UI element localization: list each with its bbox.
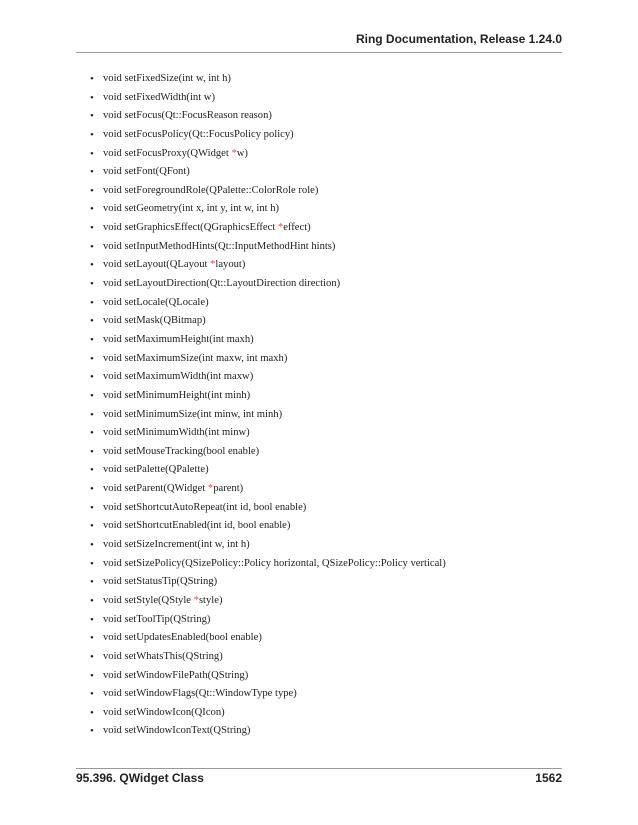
method-signature: void setStatusTip(QString) [103, 576, 218, 588]
list-item [0, 406, 638, 425]
list-item [0, 331, 638, 350]
method-signature-tail: style) [198, 594, 223, 606]
method-signature: void setMinimumHeight(int minh) [103, 389, 251, 401]
method-signature: void setStyle(QStyle [103, 594, 194, 606]
list-item [0, 200, 638, 219]
method-signature: void setShortcutAutoRepeat(int id, bool enable) [103, 501, 307, 513]
method-signature: void setSizePolicy(QSizePolicy::Policy horizontal, QSizePolicy::Policy vertical) [103, 557, 446, 569]
method-signature: void setGeometry(int x, int y, int w, int h) [103, 203, 280, 215]
method-signature: void setFocusProxy(QWidget [103, 147, 232, 159]
pointer-asterisk: * [277, 222, 284, 234]
bullet-icon: • [90, 408, 94, 421]
bullet-icon: • [90, 464, 94, 477]
list-item [0, 685, 638, 704]
method-signature: void setMaximumHeight(int maxh) [103, 333, 254, 345]
bullet-icon: • [90, 427, 94, 440]
list-item [0, 350, 638, 369]
method-signature: void setLayout(QLayout [103, 259, 211, 271]
list-item [0, 555, 638, 574]
list-item [0, 238, 638, 257]
method-signature: void setSizeIncrement(int w, int h) [103, 539, 250, 551]
method-signature: void setFocusPolicy(Qt::FocusPolicy policy) [103, 128, 294, 140]
bullet-icon: • [90, 632, 94, 645]
pointer-asterisk: * [193, 594, 199, 606]
bullet-icon: • [90, 110, 94, 123]
pointer-asterisk: * [207, 483, 214, 495]
method-signature: void setMouseTracking(bool enable) [103, 445, 260, 457]
method-signature: void setFont(QFont) [103, 166, 190, 178]
bullet-icon: • [90, 128, 94, 141]
method-signature: void setMaximumWidth(int maxw) [103, 371, 254, 383]
method-signature: void setWindowFilePath(QString) [103, 669, 249, 681]
list-item [0, 387, 638, 406]
bullet-icon: • [90, 259, 94, 272]
bullet-icon: • [90, 73, 94, 85]
header-divider [76, 52, 562, 53]
list-item [0, 499, 638, 518]
list-item [0, 648, 638, 667]
footer-section-title: 95.396. QWidget Class [76, 771, 204, 785]
bullet-icon: • [90, 147, 94, 160]
list-item [0, 368, 638, 387]
method-signature: void setWindowIconText(QString) [103, 725, 251, 737]
list-item [0, 126, 638, 145]
list-item [0, 629, 638, 648]
bullet-icon: • [90, 613, 94, 626]
bullet-icon: • [90, 278, 94, 291]
bullet-icon: • [90, 166, 94, 179]
footer-divider [76, 768, 562, 769]
list-item [0, 89, 638, 108]
method-signature: void setInputMethodHints(Qt::InputMethodHint hints) [103, 240, 336, 252]
list-item [0, 592, 638, 611]
method-signature-tail: layout) [215, 259, 246, 271]
list-item [0, 704, 638, 723]
bullet-icon: • [90, 725, 94, 738]
list-item [0, 294, 638, 313]
bullet-icon: • [90, 501, 94, 514]
method-signature: void setFocus(Qt::FocusReason reason) [103, 110, 272, 122]
list-item [0, 461, 638, 480]
method-signature: void setForegroundRole(QPalette::ColorRole role) [103, 184, 319, 196]
method-signature: void setShortcutEnabled(int id, bool enable) [103, 520, 291, 532]
bullet-icon: • [90, 483, 94, 496]
bullet-icon: • [90, 315, 94, 328]
method-signature: void setUpdatesEnabled(bool enable) [103, 632, 262, 644]
list-item [0, 145, 638, 164]
list-item [0, 70, 638, 89]
method-signature: void setFixedSize(int w, int h) [103, 73, 231, 84]
method-list [0, 70, 638, 741]
footer-page-number: 1562 [535, 771, 562, 785]
bullet-icon: • [90, 296, 94, 309]
method-signature: void setWhatsThis(QString) [103, 650, 223, 662]
method-signature: void setMaximumSize(int maxw, int maxh) [103, 352, 288, 364]
list-item [0, 107, 638, 126]
bullet-icon: • [90, 352, 94, 365]
method-signature: void setMinimumWidth(int minw) [103, 427, 250, 439]
method-signature: void setLayoutDirection(Qt::LayoutDirection direction) [103, 278, 341, 290]
list-item [0, 443, 638, 462]
bullet-icon: • [90, 706, 94, 719]
bullet-icon: • [90, 669, 94, 682]
list-item [0, 573, 638, 592]
bullet-icon: • [90, 650, 94, 663]
method-signature: void setWindowFlags(Qt::WindowType type) [103, 688, 297, 700]
list-item [0, 256, 638, 275]
method-signature-tail: effect) [283, 222, 311, 234]
list-item [0, 275, 638, 294]
list-item [0, 536, 638, 555]
bullet-icon: • [90, 539, 94, 552]
page-header-title: Ring Documentation, Release 1.24.0 [355, 32, 562, 46]
method-signature: void setPalette(QPalette) [103, 464, 209, 476]
bullet-icon: • [90, 520, 94, 533]
list-item [0, 219, 638, 238]
list-item [0, 517, 638, 536]
list-item [0, 424, 638, 443]
bullet-icon: • [90, 184, 94, 197]
method-signature-tail: w) [236, 147, 248, 159]
method-signature: void setFixedWidth(int w) [103, 91, 215, 103]
list-item [0, 722, 638, 741]
bullet-icon: • [90, 371, 94, 384]
bullet-icon: • [90, 333, 94, 346]
pointer-asterisk: * [231, 147, 237, 159]
bullet-icon: • [90, 203, 94, 216]
bullet-icon: • [90, 688, 94, 701]
bullet-icon: • [90, 240, 94, 253]
list-item [0, 611, 638, 630]
method-signature: void setGraphicsEffect(QGraphicsEffect [103, 222, 278, 234]
list-item [0, 667, 638, 686]
bullet-icon: • [90, 576, 94, 589]
method-signature: void setLocale(QLocale) [103, 296, 209, 308]
method-signature: void setToolTip(QString) [103, 613, 211, 625]
method-signature: void setMask(QBitmap) [103, 315, 206, 327]
bullet-icon: • [90, 445, 94, 458]
bullet-icon: • [90, 222, 94, 235]
bullet-icon: • [90, 389, 94, 402]
bullet-icon: • [90, 91, 94, 104]
list-item [0, 480, 638, 499]
method-signature: void setWindowIcon(QIcon) [103, 706, 225, 718]
bullet-icon: • [90, 594, 94, 607]
method-signature: void setParent(QWidget [103, 483, 208, 495]
method-signature: void setMinimumSize(int minw, int minh) [103, 408, 283, 420]
method-signature-tail: parent) [213, 483, 244, 495]
list-item [0, 312, 638, 331]
pointer-asterisk: * [210, 259, 216, 271]
bullet-icon: • [90, 557, 94, 570]
list-item [0, 182, 638, 201]
list-item [0, 163, 638, 182]
